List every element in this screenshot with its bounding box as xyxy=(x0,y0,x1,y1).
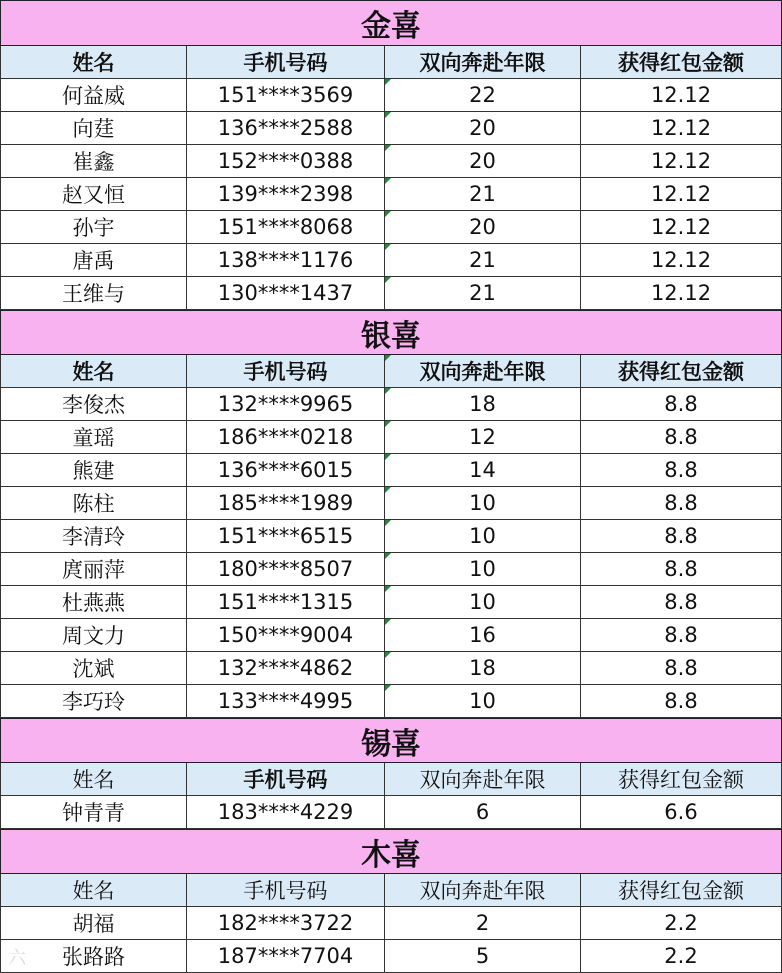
table-row xyxy=(0,487,782,520)
header-amount: 获得红包金额 xyxy=(581,355,782,388)
cell-phone: 152****0388 xyxy=(187,145,385,178)
section-title-text: 木喜 xyxy=(361,837,421,873)
cell-years: 10 xyxy=(385,487,581,520)
section-title-text: 锡喜 xyxy=(361,726,421,762)
cell-phone: 183****4229 xyxy=(187,796,385,829)
cell-amount: 2.2 xyxy=(581,940,782,973)
header-years: 双向奔赴年限 xyxy=(385,874,581,907)
header-years: 双向奔赴年限 xyxy=(385,763,581,796)
table-row xyxy=(0,553,782,586)
cell-years: 12 xyxy=(385,421,581,454)
cell-years: 16 xyxy=(385,619,581,652)
cell-name: 胡福 xyxy=(0,907,187,940)
cell-name: 李俊杰 xyxy=(0,388,187,421)
cell-amount: 8.8 xyxy=(581,388,782,421)
cell-years: 10 xyxy=(385,586,581,619)
header-name: 姓名 xyxy=(0,46,187,79)
cell-phone: 136****2588 xyxy=(187,112,385,145)
header-amount: 获得红包金额 xyxy=(581,874,782,907)
cell-amount: 8.8 xyxy=(581,652,782,685)
table-row xyxy=(0,388,782,421)
column-header-row xyxy=(0,355,782,388)
cell-amount: 12.12 xyxy=(581,211,782,244)
cell-amount: 12.12 xyxy=(581,79,782,112)
cell-years: 20 xyxy=(385,145,581,178)
cell-phone: 180****8507 xyxy=(187,553,385,586)
cell-name: 杜燕燕 xyxy=(0,586,187,619)
header-years: 双向奔赴年限 xyxy=(385,355,581,388)
cell-amount: 12.12 xyxy=(581,178,782,211)
table-row xyxy=(0,454,782,487)
cell-years: 20 xyxy=(385,211,581,244)
section-title-gold xyxy=(0,0,782,46)
cell-amount: 8.8 xyxy=(581,487,782,520)
cell-years: 14 xyxy=(385,454,581,487)
cell-phone: 186****0218 xyxy=(187,421,385,454)
cell-name: 周文力 xyxy=(0,619,187,652)
cell-years: 22 xyxy=(385,79,581,112)
table-row xyxy=(0,178,782,211)
table-row xyxy=(0,796,782,829)
header-amount: 获得红包金额 xyxy=(581,763,782,796)
cell-years: 21 xyxy=(385,244,581,277)
cell-name: 陈柱 xyxy=(0,487,187,520)
cell-years: 20 xyxy=(385,112,581,145)
cell-name: 庹丽萍 xyxy=(0,553,187,586)
table-row xyxy=(0,685,782,718)
cell-name: 李清玲 xyxy=(0,520,187,553)
table-row xyxy=(0,652,782,685)
header-phone: 手机号码 xyxy=(187,46,385,79)
cell-years: 10 xyxy=(385,520,581,553)
table-row xyxy=(0,421,782,454)
column-header-row xyxy=(0,763,782,796)
cell-years: 5 xyxy=(385,940,581,973)
cell-amount: 12.12 xyxy=(581,277,782,310)
cell-years: 18 xyxy=(385,388,581,421)
watermark-logo: 六 xyxy=(8,948,26,969)
cell-name: 钟青青 xyxy=(0,796,187,829)
cell-phone: 150****9004 xyxy=(187,619,385,652)
cell-name: 熊建 xyxy=(0,454,187,487)
cell-years: 6 xyxy=(385,796,581,829)
cell-phone: 130****1437 xyxy=(187,277,385,310)
cell-years: 18 xyxy=(385,652,581,685)
cell-name: 张路路 xyxy=(0,940,187,973)
cell-name: 李巧玲 xyxy=(0,685,187,718)
cell-phone: 132****4862 xyxy=(187,652,385,685)
cell-phone: 136****6015 xyxy=(187,454,385,487)
cell-amount: 2.2 xyxy=(581,907,782,940)
section-title-wood xyxy=(0,829,782,874)
cell-name: 孙宇 xyxy=(0,211,187,244)
table-row xyxy=(0,112,782,145)
header-name: 姓名 xyxy=(0,355,187,388)
cell-phone: 185****1989 xyxy=(187,487,385,520)
cell-years: 10 xyxy=(385,685,581,718)
header-phone: 手机号码 xyxy=(187,763,385,796)
table-row xyxy=(0,619,782,652)
cell-amount: 8.8 xyxy=(581,520,782,553)
cell-phone: 132****9965 xyxy=(187,388,385,421)
cell-phone: 151****8068 xyxy=(187,211,385,244)
header-phone: 手机号码 xyxy=(187,874,385,907)
cell-amount: 6.6 xyxy=(581,796,782,829)
table-row xyxy=(0,277,782,310)
cell-name: 唐禹 xyxy=(0,244,187,277)
table-row xyxy=(0,520,782,553)
header-name: 姓名 xyxy=(0,874,187,907)
cell-name: 崔鑫 xyxy=(0,145,187,178)
column-header-row xyxy=(0,874,782,907)
cell-name: 沈斌 xyxy=(0,652,187,685)
cell-amount: 8.8 xyxy=(581,421,782,454)
cell-phone: 139****2398 xyxy=(187,178,385,211)
cell-amount: 12.12 xyxy=(581,145,782,178)
header-years: 双向奔赴年限 xyxy=(385,46,581,79)
cell-phone: 151****6515 xyxy=(187,520,385,553)
table-row xyxy=(0,79,782,112)
header-phone: 手机号码 xyxy=(187,355,385,388)
cell-phone: 138****1176 xyxy=(187,244,385,277)
cell-amount: 8.8 xyxy=(581,586,782,619)
table-row xyxy=(0,586,782,619)
cell-amount: 12.12 xyxy=(581,244,782,277)
cell-years: 21 xyxy=(385,277,581,310)
section-title-silver xyxy=(0,310,782,355)
cell-years: 2 xyxy=(385,907,581,940)
cell-amount: 8.8 xyxy=(581,685,782,718)
cell-phone: 151****1315 xyxy=(187,586,385,619)
table-row xyxy=(0,211,782,244)
cell-name: 赵又恒 xyxy=(0,178,187,211)
section-title-text: 银喜 xyxy=(361,318,421,354)
cell-phone: 151****3569 xyxy=(187,79,385,112)
cell-name: 童瑶 xyxy=(0,421,187,454)
cell-amount: 8.8 xyxy=(581,619,782,652)
table-row xyxy=(0,145,782,178)
table-row xyxy=(0,244,782,277)
cell-phone: 182****3722 xyxy=(187,907,385,940)
cell-amount: 12.12 xyxy=(581,112,782,145)
table-row xyxy=(0,940,782,973)
cell-amount: 8.8 xyxy=(581,454,782,487)
section-title-text: 金喜 xyxy=(361,9,421,44)
cell-phone: 133****4995 xyxy=(187,685,385,718)
cell-years: 10 xyxy=(385,553,581,586)
section-title-tin xyxy=(0,718,782,763)
table-row xyxy=(0,907,782,940)
cell-name: 向莛 xyxy=(0,112,187,145)
column-header-row xyxy=(0,46,782,79)
cell-name: 何益威 xyxy=(0,79,187,112)
header-amount: 获得红包金额 xyxy=(581,46,782,79)
header-name: 姓名 xyxy=(0,763,187,796)
cell-amount: 8.8 xyxy=(581,553,782,586)
cell-years: 21 xyxy=(385,178,581,211)
cell-name: 王维与 xyxy=(0,277,187,310)
cell-phone: 187****7704 xyxy=(187,940,385,973)
